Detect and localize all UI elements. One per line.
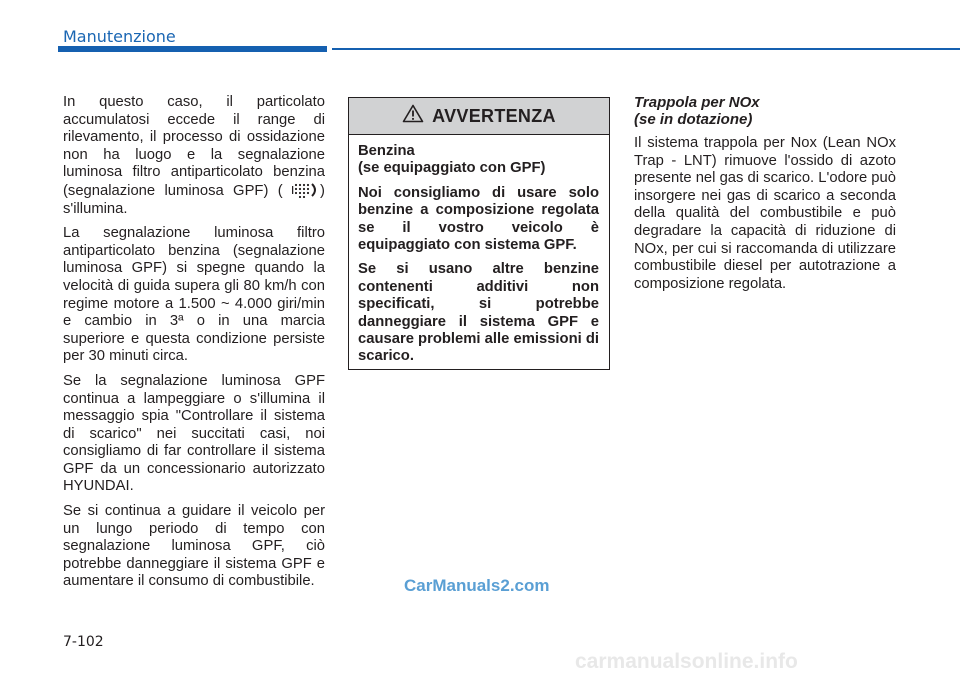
paragraph-3: Se la segnalazione luminosa GPF continua a lampeggiare o s'illumina il messaggio spia "Controllare il sistema di scarico" nei succitati casi, noi consigliamo di far controllare il sistema GPF da un concessionario autorizzato HYUNDAI. bbox=[63, 372, 325, 495]
watermark: CarManuals2.com bbox=[404, 576, 550, 595]
header-rule-thick bbox=[58, 46, 327, 52]
nox-heading bbox=[634, 94, 896, 128]
section-title: Manutenzione bbox=[63, 27, 176, 46]
paragraph-4: Se si continua a guidare il veicolo per un lungo periodo di tempo con segnalazione luminosa GPF, ciò potrebbe danneggiare il sistema GPF e aumentare il consumo di combustibile. bbox=[63, 503, 325, 590]
warning-header bbox=[349, 98, 609, 135]
warning-subtitle bbox=[358, 143, 599, 178]
nox-heading-line1: Trappola per NOx bbox=[634, 94, 760, 111]
warning-paragraph-2: Se si usano altre benzine contenenti additivi non specificati, si potrebbe danneggiare il sistema GPF e causare problemi alle emissioni di scarico. bbox=[358, 261, 599, 365]
paragraph-1-text-a: In questo caso, il particolato accumulatosi eccede il range di rilevamento, il processo di ossidazione non ha luogo e la segnalazione luminosa filtro antiparticolato benzina (segnalazione luminosa GPF) ( bbox=[63, 94, 325, 199]
column-right bbox=[634, 94, 896, 293]
paragraph-1 bbox=[63, 94, 325, 218]
gpf-warning-icon bbox=[292, 182, 320, 198]
warning-box bbox=[348, 97, 610, 370]
page-number: 7-102 bbox=[63, 634, 104, 650]
warning-title: AVVERTENZA bbox=[432, 105, 556, 126]
paragraph-1-text-b: ) s'illumina. bbox=[63, 182, 325, 217]
warning-body bbox=[349, 135, 609, 366]
warning-paragraph-1: Noi consigliamo di usare solo benzine a composizione regolata se il vostro veicolo è equipaggiato con sistema GPF. bbox=[358, 184, 599, 254]
site-watermark: carmanualsonline.info bbox=[575, 650, 798, 673]
warning-subtitle-line1: Benzina bbox=[358, 143, 415, 159]
header-rule-thin bbox=[332, 48, 960, 50]
nox-heading-line2: (se in dotazione) bbox=[634, 111, 753, 128]
column-left bbox=[63, 94, 325, 598]
warning-subtitle-line2: (se equipaggiato con GPF) bbox=[358, 160, 546, 177]
warning-triangle-icon bbox=[402, 104, 424, 128]
paragraph-2: La segnalazione luminosa filtro antiparticolato benzina (segnalazione luminosa GPF) si spegne quando la velocità di guida supera gli 80 km/h con regime motore a 1.500 ~ 4.000 giri/min e cambio in 3ª o in una marcia superiore e questa condizione persiste per 30 minuti circa. bbox=[63, 225, 325, 365]
nox-paragraph: Il sistema trappola per Nox (Lean NOx Trap - LNT) rimuove l'ossido di azoto presente nel gas di scarico. L'odore può insorgere nei gas di scarico a seconda della qualità del combustibile e può degradare la capacità di riduzione di NOx, per cui si raccomanda di utilizzare combustibile diesel per autotrazione a composizione regolata. bbox=[634, 135, 896, 292]
